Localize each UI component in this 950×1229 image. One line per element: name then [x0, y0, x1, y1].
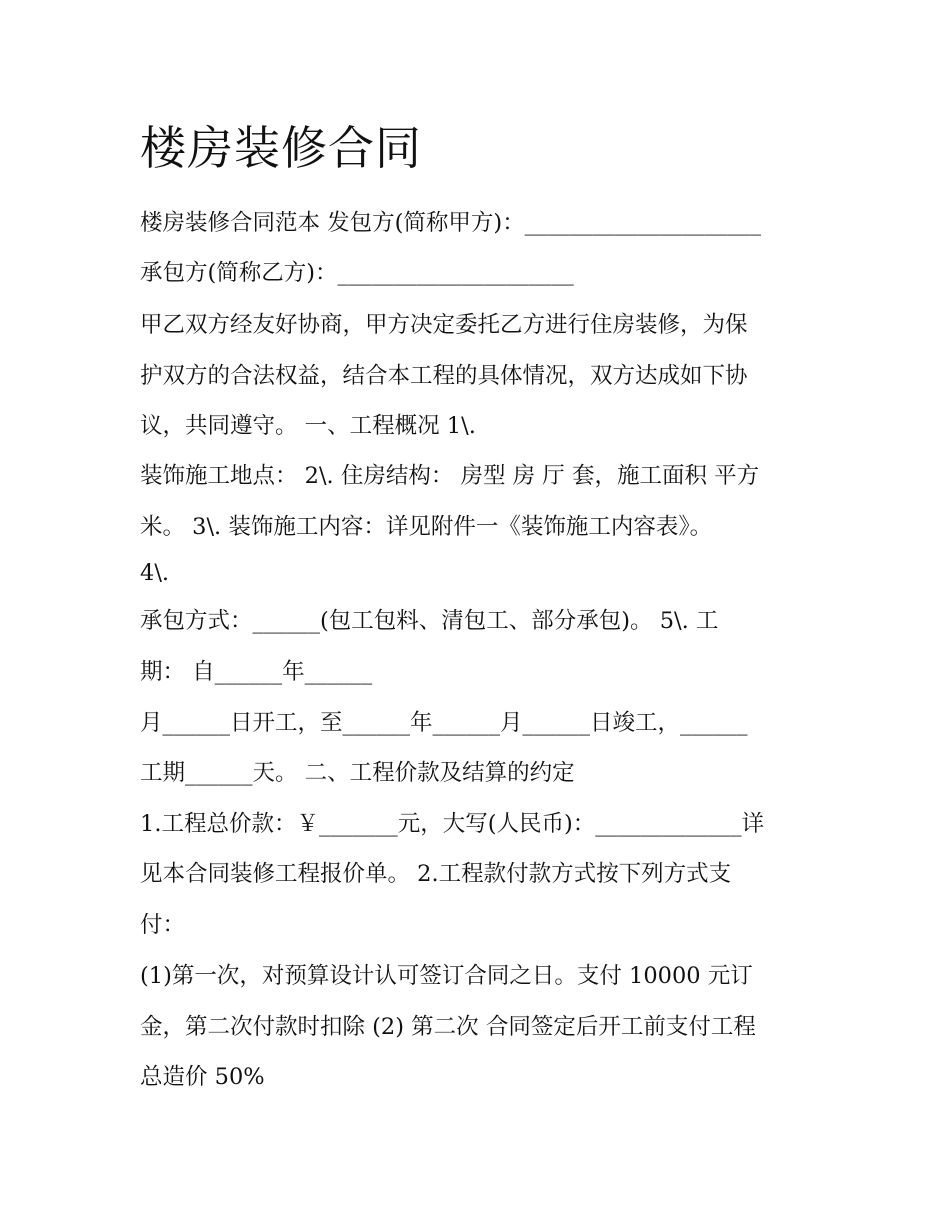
- text-line: 议，共同遵守。 一、工程概况 1\.: [140, 413, 476, 439]
- text-line: 承包方(简称乙方)：_____________________: [140, 260, 574, 286]
- text-line: 金，第二次付款时扣除 (2) 第二次 合同签定后开工前支付工程: [140, 1014, 756, 1040]
- text-line: (1)第一次，对预算设计认可签订合同之日。支付 10000 元订: [140, 963, 753, 989]
- text-line: 月______日开工，至______年______月______日竣工，______: [140, 710, 748, 736]
- text-line: 总造价 50%: [140, 1064, 265, 1090]
- text-line: 甲乙双方经友好协商，甲方决定委托乙方进行住房装修，为保: [140, 312, 748, 338]
- text-line: 4\.: [140, 560, 170, 586]
- document-title: 楼房装修合同: [140, 121, 422, 175]
- text-line: 承包方式：______(包工包料、清包工、部分承包)。 5\. 工: [140, 608, 719, 634]
- text-line: 米。 3\. 装饰施工内容：详见附件一《装饰施工内容表》。: [140, 514, 713, 540]
- text-line: 护双方的合法权益，结合本工程的具体情况，双方达成如下协: [140, 363, 748, 389]
- text-line: 工期______天。 二、工程价款及结算的约定: [140, 760, 575, 786]
- text-line: 1.工程总价款：￥_______元，大写(人民币)：_____________详: [140, 811, 765, 837]
- text-line: 装饰施工地点： 2\. 住房结构： 房型 房 厅 套，施工面积 平方: [140, 463, 760, 489]
- text-line: 期： 自______年______: [140, 659, 373, 685]
- text-line: 见本合同装修工程报价单。 2.工程款付款方式按下列方式支: [140, 861, 732, 887]
- text-line: 付：: [140, 912, 186, 938]
- text-line: 楼房装修合同范本 发包方(简称甲方)：_____________________: [140, 210, 761, 236]
